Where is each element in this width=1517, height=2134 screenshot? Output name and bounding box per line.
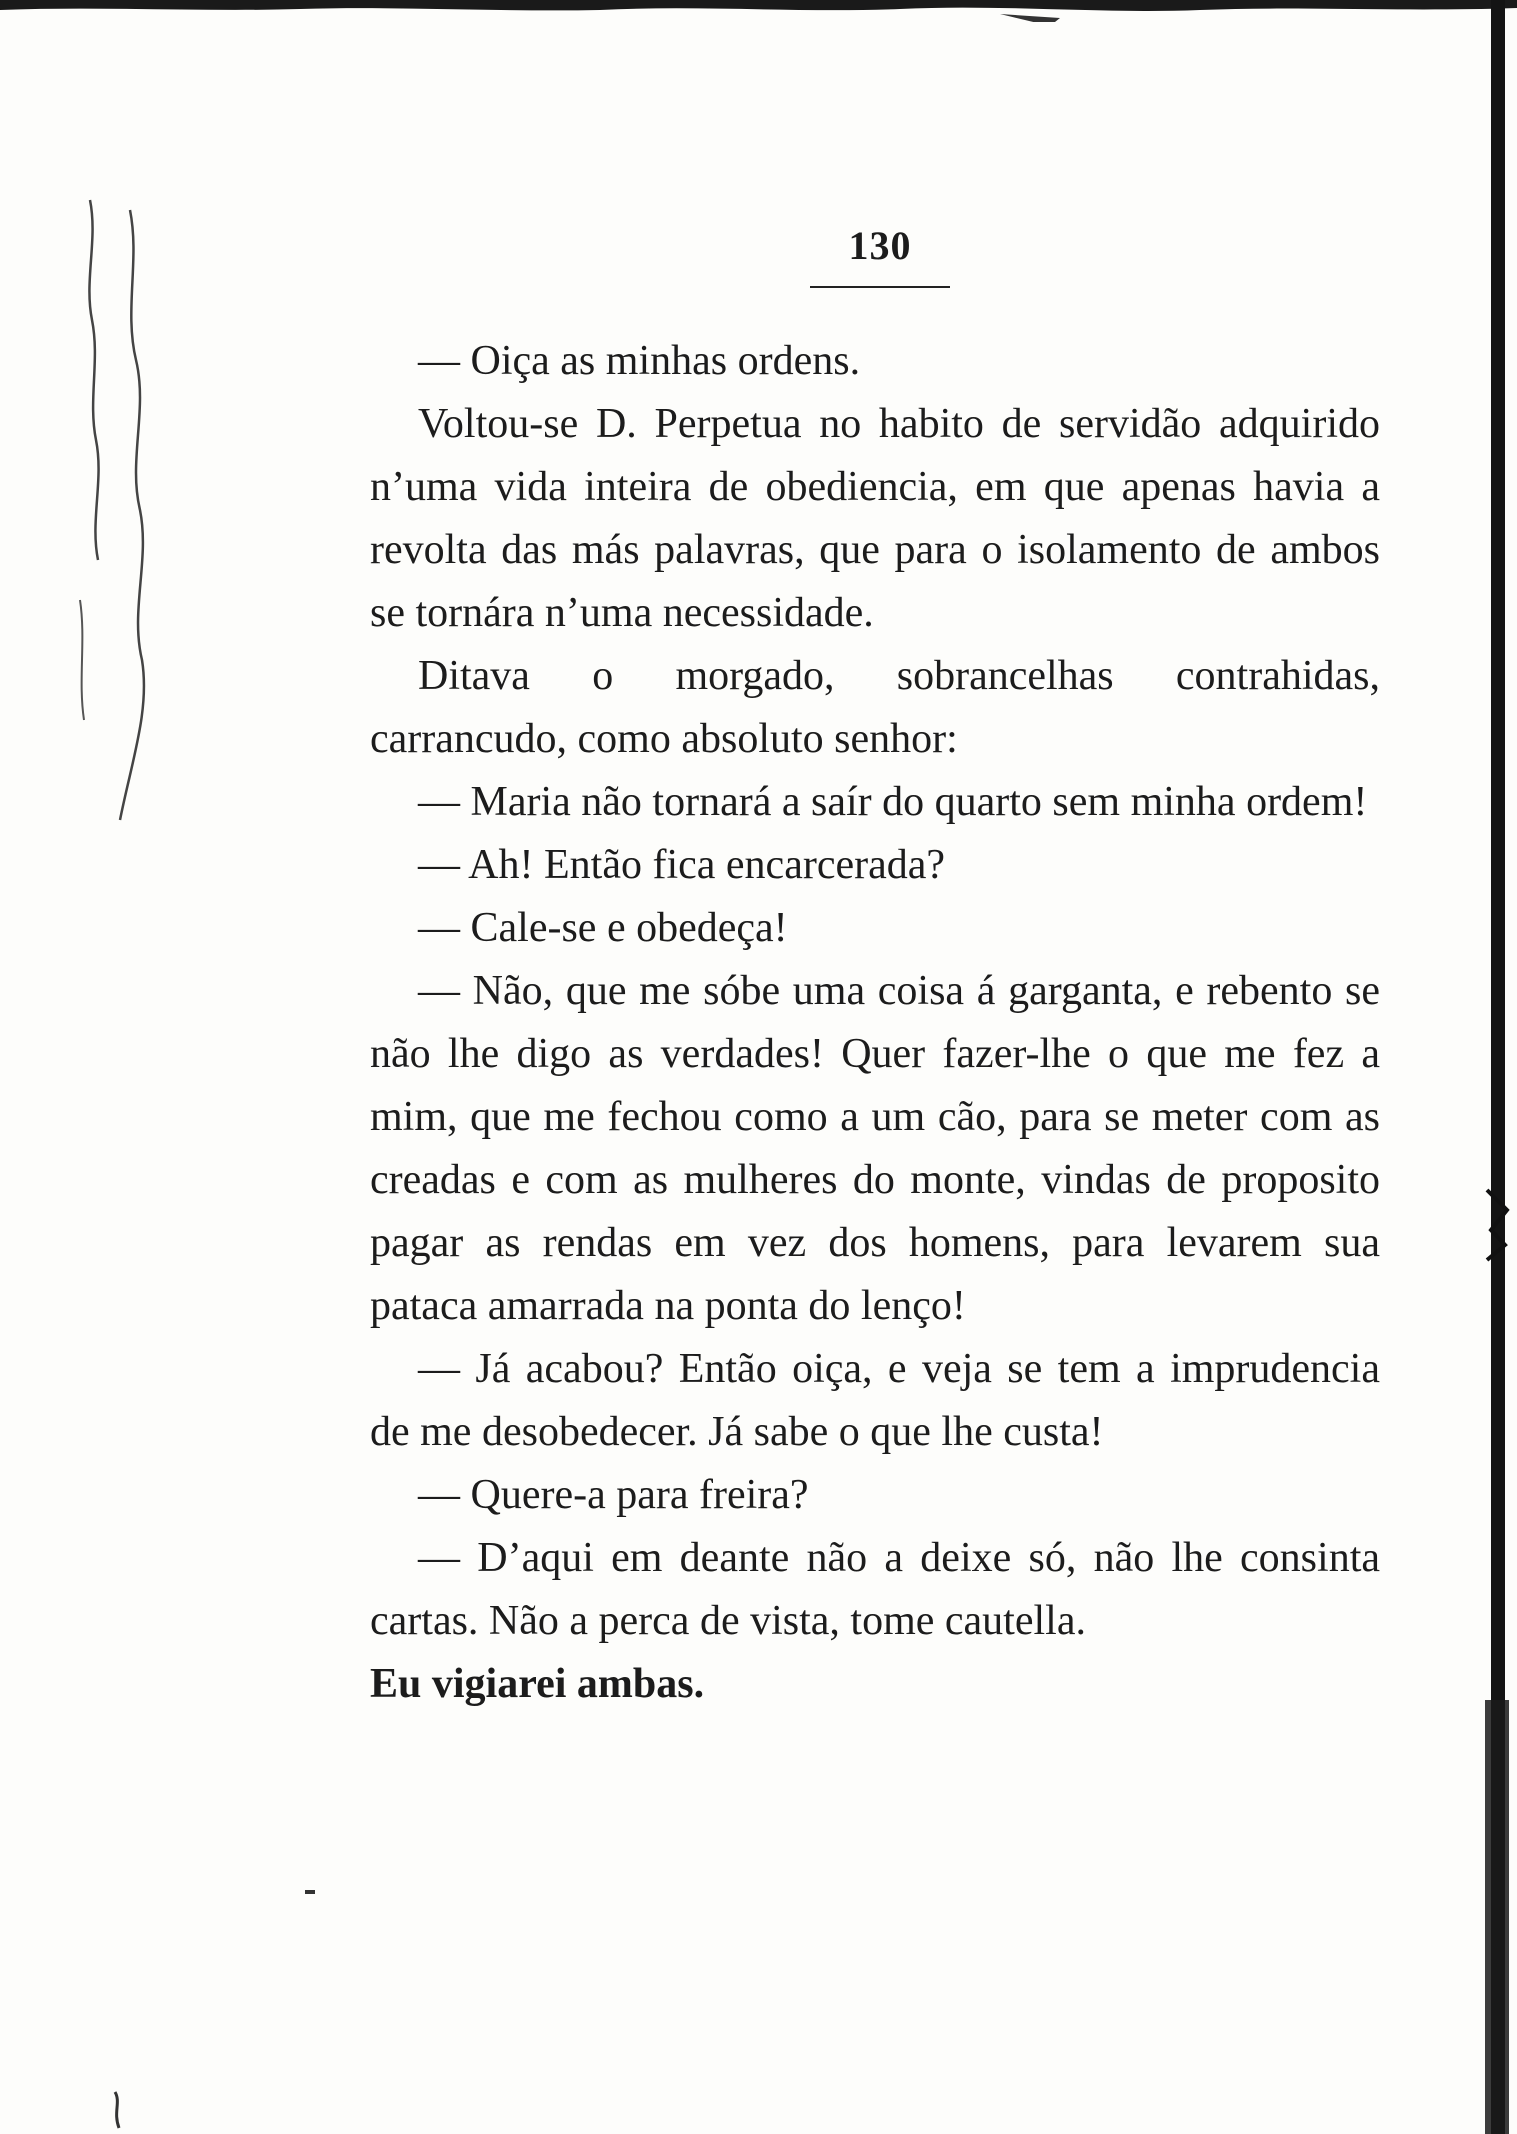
binding-edge — [1477, 0, 1517, 2134]
paragraph: — Quere-a para freira? — [418, 1472, 809, 1518]
paragraph: — Oiça as minhas ordens. — [418, 338, 861, 384]
torn-top-edge — [0, 0, 1517, 22]
margin-marks — [70, 180, 160, 880]
paragraph: — Cale-se e obedeça! — [418, 905, 788, 951]
page-number: 130 — [848, 223, 912, 268]
margin-dash — [305, 1890, 315, 1894]
paragraph: — D’aqui em deante não a deixe só, não lhe consinta cartas. Não a perca de vista, tome cautella. — [370, 1535, 1380, 1644]
page-number-rule — [810, 286, 950, 288]
paragraph: Ditava o morgado, sobrancelhas contrahidas, carrancudo, como absoluto senhor: — [370, 653, 1380, 762]
paragraph: Voltou-se D. Perpetua no habito de servidão adquirido n’uma vida inteira de obediencia, em que apenas havia a revolta das más palavras, que para o isolamento de ambos se tornára n’uma necessidade. — [370, 401, 1380, 636]
paragraph: — Não, que me sóbe uma coisa á garganta, e rebento se não lhe digo as verdades! Quer fazer-lhe o que me fez a mim, que me fechou como a um cão, para se meter com as creadas e com as mulheres do monte, vindas de proposito pagar as rendas em vez dos homens, para levarem sua pataca amarrada na ponta do lenço! — [370, 968, 1380, 1329]
paragraph: — Já acabou? Então oiça, e veja se tem a imprudencia de me desobedecer. Já sabe o que lhe custa! — [370, 1346, 1380, 1455]
body-text — [370, 330, 1380, 1716]
paragraph: — Maria não tornará a saír do quarto sem minha ordem! — [418, 779, 1368, 825]
closing-line: Eu vigiarei ambas. — [370, 1661, 705, 1707]
paragraph: — Ah! Então fica encarcerada? — [418, 842, 946, 888]
bottom-margin-mark — [105, 2090, 135, 2130]
